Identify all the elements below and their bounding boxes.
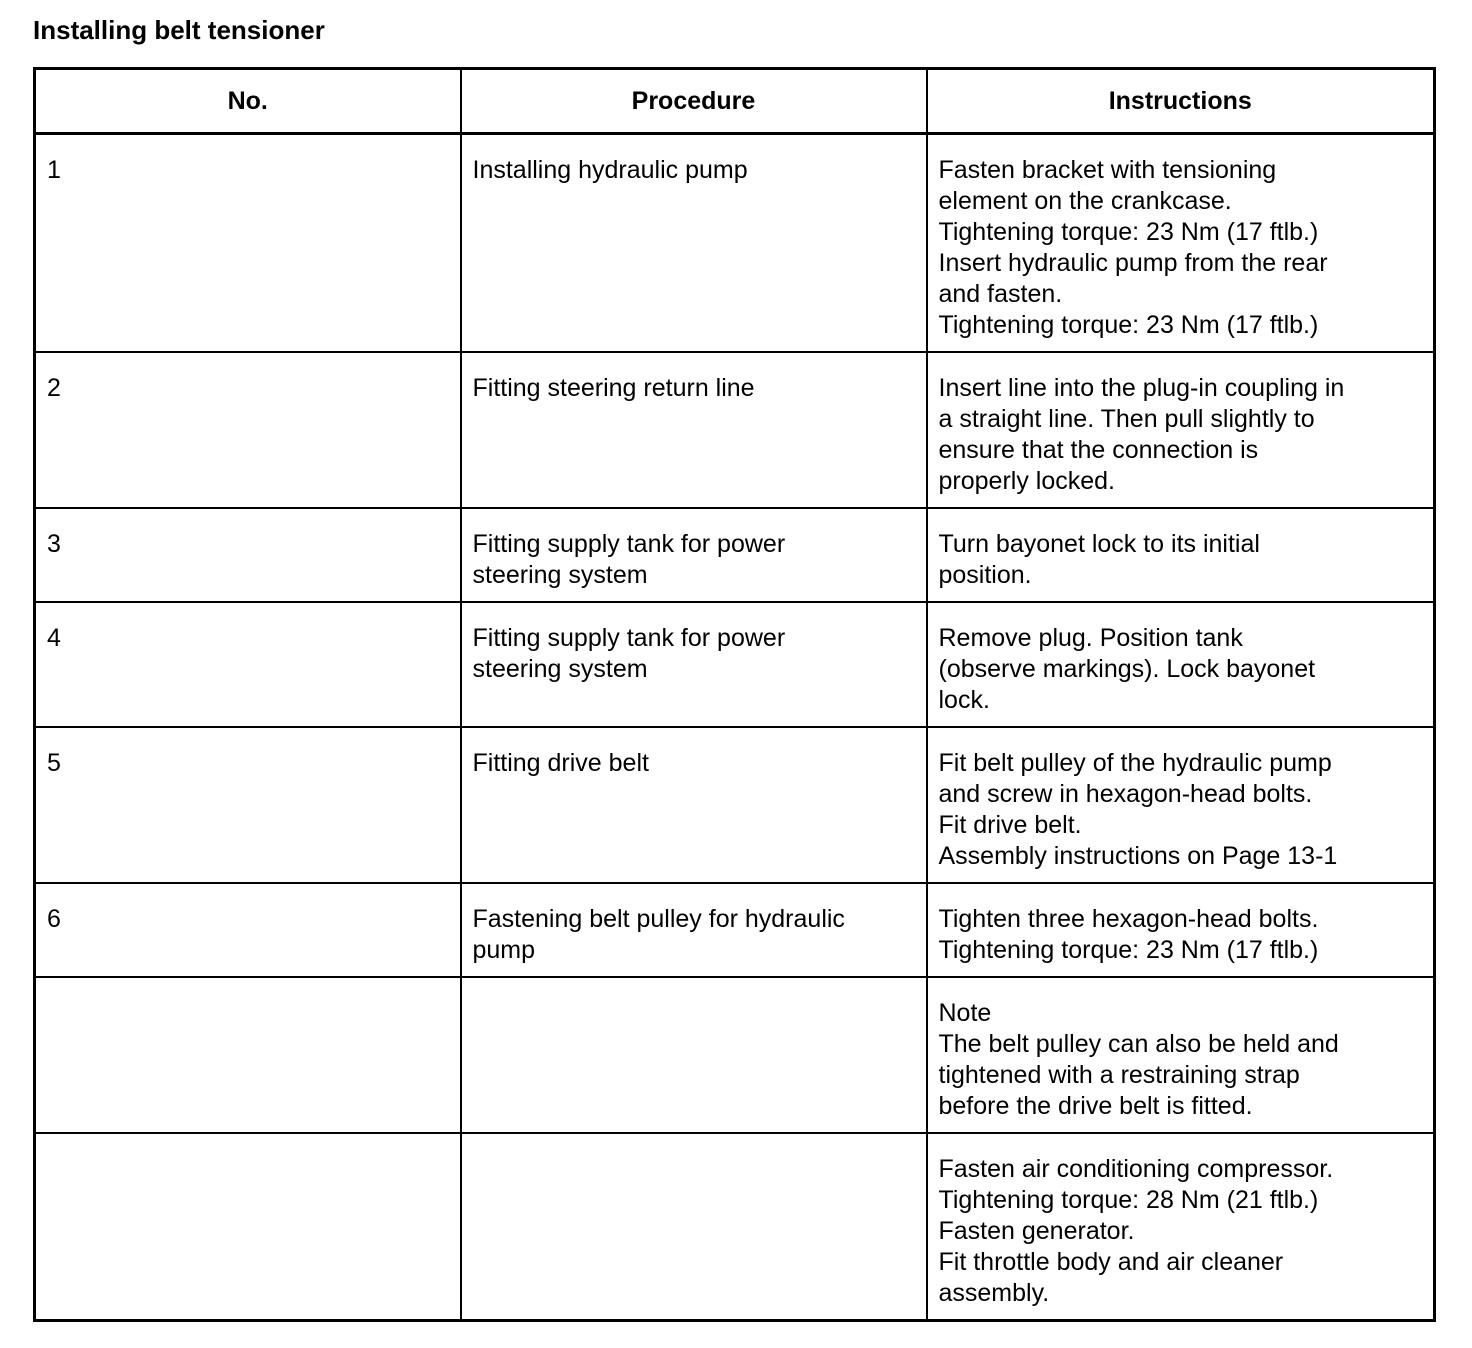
cell-no: 4: [35, 602, 461, 727]
cell-no: [35, 1133, 461, 1321]
cell-procedure: [461, 1133, 927, 1321]
table-row: [35, 602, 1435, 727]
table-row: [35, 883, 1435, 977]
table-row: [35, 977, 1435, 1133]
cell-instructions: Fasten bracket with tensioning element on the crankcase. Tightening torque: 23 Nm (17 ftlb.) Insert hydraulic pump from the rear and fasten. Tightening torque: 23 Nm (17 ftlb.): [927, 134, 1435, 353]
table-row: [35, 1133, 1435, 1321]
cell-instructions: Turn bayonet lock to its initial position.: [927, 508, 1435, 602]
cell-no: 6: [35, 883, 461, 977]
cell-instructions: Tighten three hexagon-head bolts. Tightening torque: 23 Nm (17 ftlb.): [927, 883, 1435, 977]
cell-procedure: Fitting steering return line: [461, 352, 927, 508]
cell-instructions: Fit belt pulley of the hydraulic pump and screw in hexagon-head bolts. Fit drive belt. Assembly instructions on Page 13-1: [927, 727, 1435, 883]
cell-instructions: Insert line into the plug-in coupling in a straight line. Then pull slightly to ensure that the connection is properly locked.: [927, 352, 1435, 508]
cell-procedure: Fitting supply tank for power steering system: [461, 508, 927, 602]
header-procedure: Procedure: [461, 69, 927, 134]
table-row: [35, 508, 1435, 602]
table-row: [35, 352, 1435, 508]
cell-instructions: Remove plug. Position tank (observe markings). Lock bayonet lock.: [927, 602, 1435, 727]
cell-no: 2: [35, 352, 461, 508]
cell-procedure: Fastening belt pulley for hydraulic pump: [461, 883, 927, 977]
procedure-table: [33, 67, 1436, 1322]
cell-no: 1: [35, 134, 461, 353]
cell-procedure: Installing hydraulic pump: [461, 134, 927, 353]
header-no: No.: [35, 69, 461, 134]
cell-no: 5: [35, 727, 461, 883]
cell-procedure: Fitting drive belt: [461, 727, 927, 883]
cell-instructions: Note The belt pulley can also be held and tightened with a restraining strap before the drive belt is fitted.: [927, 977, 1435, 1133]
cell-no: 3: [35, 508, 461, 602]
table-row: [35, 727, 1435, 883]
cell-procedure: [461, 977, 927, 1133]
header-instructions: Instructions: [927, 69, 1435, 134]
cell-instructions: Fasten air conditioning compressor. Tightening torque: 28 Nm (21 ftlb.) Fasten generator. Fit throttle body and air cleaner assembly.: [927, 1133, 1435, 1321]
cell-procedure: Fitting supply tank for power steering system: [461, 602, 927, 727]
table-row: [35, 134, 1435, 353]
page-title: Installing belt tensioner: [33, 15, 325, 45]
table-header-row: [35, 69, 1435, 134]
cell-no: [35, 977, 461, 1133]
